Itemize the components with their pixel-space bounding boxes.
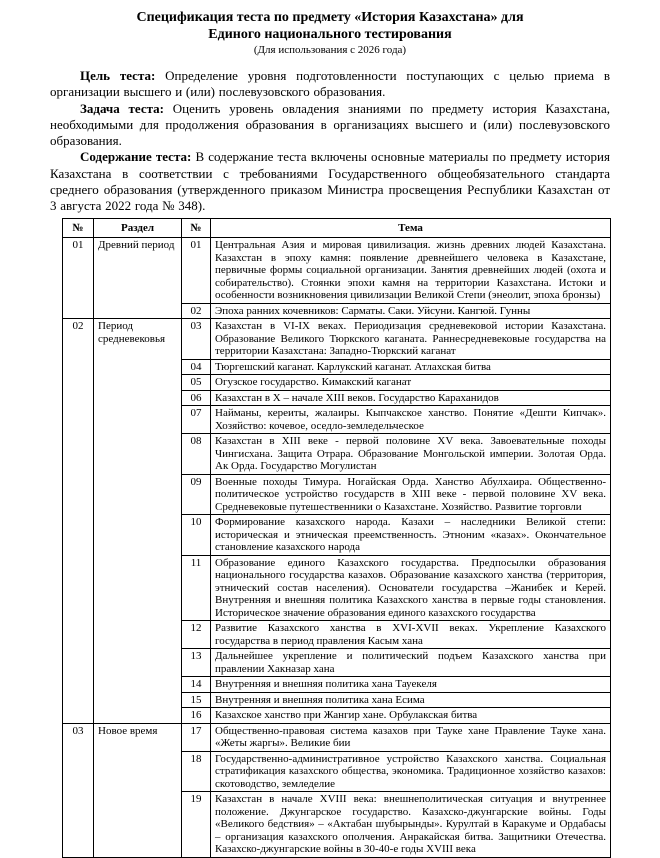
topic-text-cell: Развитие Казахского ханства в XVI-XVII веках. Укрепление Казахского государства в период правления Касым хана bbox=[211, 621, 611, 649]
topic-text-cell: Казахстан в VI-IX веках. Периодизация средневековой истории Казахстана. Образование Великого Тюркского каганата. Раннесредневековые государства на территории Казахстана: Западно-Тюркский каганат bbox=[211, 319, 611, 360]
topic-text-cell: Тюргешский каганат. Карлукский каганат. Атлахская битва bbox=[211, 359, 611, 375]
spec-table-container bbox=[0, 218, 660, 858]
topic-text-cell: Центральная Азия и мировая цивилизация. жизнь древних людей Казахстана. Казахстан в эпоху камня: появление древнейшего человека в Казахстане, первичные формы социальной организации. Занятия древнейших людей (охота и собирательство). Стоянки эпохи камня на территории Казахстана. Истоки и особенности возникновения цивилизации Великой Степи (энеолит, эпоха бронзы) bbox=[211, 238, 611, 304]
topic-number-cell: 11 bbox=[182, 555, 211, 621]
topic-text-cell: Казахстан в начале XVIII века: внешнеполитическая ситуация и внутреннее положение. Джунгарское государство. Казахско-джунгарские войны. Годы «Великого бедствия» – «Актабан шубырынды». Курултай в Каракуме и Ордабасы – организация казахского ополчения. Анракайская битва. Защитники Отечества. Казахско-джунгарские войны в 30-40-е годы XVIII века bbox=[211, 792, 611, 858]
section-number-cell: 01 bbox=[63, 238, 94, 319]
paragraph-content-text: В содержание теста включены основные материалы по предмету история Казахстана в соответствии с требованиями Государственного общеобязательного стандарта среднего образования (утвержденного приказом Министра просвещения Республики Казахстан от 3 августа 2022 года № 348). bbox=[50, 149, 610, 214]
paragraph-goal-label: Цель теста: bbox=[80, 68, 156, 83]
table-row bbox=[63, 319, 611, 360]
topic-text-cell: Общественно-правовая система казахов при Тауке хане Правление Тауке хана. «Жеты жаргы». Великие бии bbox=[211, 723, 611, 751]
page-title-line2: Единого национального тестирования bbox=[208, 27, 452, 42]
paragraph-task-text: Оценить уровень овладения знаниями по предмету история Казахстана, необходимыми для продолжения образования в организациях высшего и (или) послевузовского образования. bbox=[50, 100, 611, 149]
section-name-cell: Древний период bbox=[94, 238, 182, 319]
document-header bbox=[0, 0, 660, 57]
topic-number-cell: 13 bbox=[182, 649, 211, 677]
topic-number-cell: 12 bbox=[182, 621, 211, 649]
topic-number-cell: 08 bbox=[182, 434, 211, 475]
topic-text-cell: Казахстан в XIII веке - первой половине XV века. Завоевательные походы Чингисхана. Защита Отрара. Образование Монгольской империи. Золотая Орда. Ак Орда. Государство Могулистан bbox=[211, 434, 611, 475]
topic-number-cell: 16 bbox=[182, 708, 211, 724]
topic-number-cell: 10 bbox=[182, 515, 211, 556]
column-header-section: Раздел bbox=[94, 218, 182, 238]
section-number-cell: 02 bbox=[63, 319, 94, 724]
paragraph-content-label: Содержание теста: bbox=[80, 149, 192, 165]
topic-text-cell: Формирование казахского народа. Казахи – наследники Великой степи: историческая и этническая преемственность. Этноним «казах». Окончательное становление казахского народа bbox=[211, 515, 611, 556]
paragraph-goal-text: Определение уровня подготовленности поступающих с целью приема в организации высшего и (или) послевузовского образования. bbox=[50, 68, 610, 100]
table-header-row bbox=[63, 218, 611, 238]
topic-text-cell: Найманы, кереиты, жалаиры. Кыпчакское ханство. Понятие «Дешти Кипчак». Хозяйство: кочевое, оседло-земледельческое bbox=[211, 406, 611, 434]
topic-number-cell: 04 bbox=[182, 359, 211, 375]
topic-text-cell: Образование единого Казахского государства. Предпосылки образования национального государства казахов. Образование казахского ханства (территория, этнический состав населения). Основатели государства –Жанибек и Керей. Внутренняя и внешняя политика Казахского ханства в первые годы становления. Историческое значение образования единого казахского государства bbox=[211, 555, 611, 621]
topic-number-cell: 09 bbox=[182, 474, 211, 515]
topic-number-cell: 02 bbox=[182, 303, 211, 319]
topic-number-cell: 07 bbox=[182, 406, 211, 434]
topic-number-cell: 17 bbox=[182, 723, 211, 751]
topic-number-cell: 06 bbox=[182, 390, 211, 406]
table-row bbox=[63, 723, 611, 751]
topic-text-cell: Внутренняя и внешняя политика хана Тауекеля bbox=[211, 677, 611, 693]
topic-text-cell: Дальнейшее укрепление и политический подъем Казахского ханства при правлении Хакназар хана bbox=[211, 649, 611, 677]
topic-text-cell: Внутренняя и внешняя политика хана Есима bbox=[211, 692, 611, 708]
intro-paragraphs bbox=[0, 68, 660, 215]
section-name-cell: Новое время bbox=[94, 723, 182, 857]
topic-number-cell: 18 bbox=[182, 751, 211, 792]
paragraph-task-label: Задача теста: bbox=[80, 100, 164, 116]
section-name-cell: Период средневековья bbox=[94, 319, 182, 724]
spec-table bbox=[62, 218, 611, 858]
spec-table-body bbox=[63, 238, 611, 858]
topic-number-cell: 03 bbox=[182, 319, 211, 360]
topic-text-cell: Государственно-административное устройство Казахского ханства. Социальная стратификация казахского общества, экономика. Традиционное хозяйство казахов: скотоводство, земледелие bbox=[211, 751, 611, 792]
topic-text-cell: Эпоха ранних кочевников: Сарматы. Саки. Уйсуни. Кангюй. Гунны bbox=[211, 303, 611, 319]
topic-text-cell: Огузское государство. Кимакский каганат bbox=[211, 375, 611, 391]
paragraph-task bbox=[50, 101, 610, 150]
paragraph-goal bbox=[50, 68, 610, 101]
section-number-cell: 03 bbox=[63, 723, 94, 857]
topic-number-cell: 15 bbox=[182, 692, 211, 708]
topic-text-cell: Казахское ханство при Жангир хане. Орбулакская битва bbox=[211, 708, 611, 724]
page-title-line1: Спецификация теста по предмету «История Казахстана» для bbox=[136, 10, 524, 25]
column-header-topic: Тема bbox=[211, 218, 611, 238]
topic-number-cell: 05 bbox=[182, 375, 211, 391]
topic-number-cell: 01 bbox=[182, 238, 211, 304]
topic-number-cell: 19 bbox=[182, 792, 211, 858]
table-row bbox=[63, 238, 611, 304]
topic-number-cell: 14 bbox=[182, 677, 211, 693]
topic-text-cell: Казахстан в X – начале XIII веков. Государство Караханидов bbox=[211, 390, 611, 406]
column-header-topic-number: № bbox=[182, 218, 211, 238]
topic-text-cell: Военные походы Тимура. Ногайская Орда. Ханство Абулхаира. Общественно-политическое устройство государств в XIII веке - первой половине XV века. Средневековые путешественники о Казахстане. Хозяйство. Развитие торговли bbox=[211, 474, 611, 515]
column-header-section-number: № bbox=[63, 218, 94, 238]
page-subtitle: (Для использования с 2026 года) bbox=[253, 44, 407, 56]
paragraph-content bbox=[50, 149, 610, 214]
